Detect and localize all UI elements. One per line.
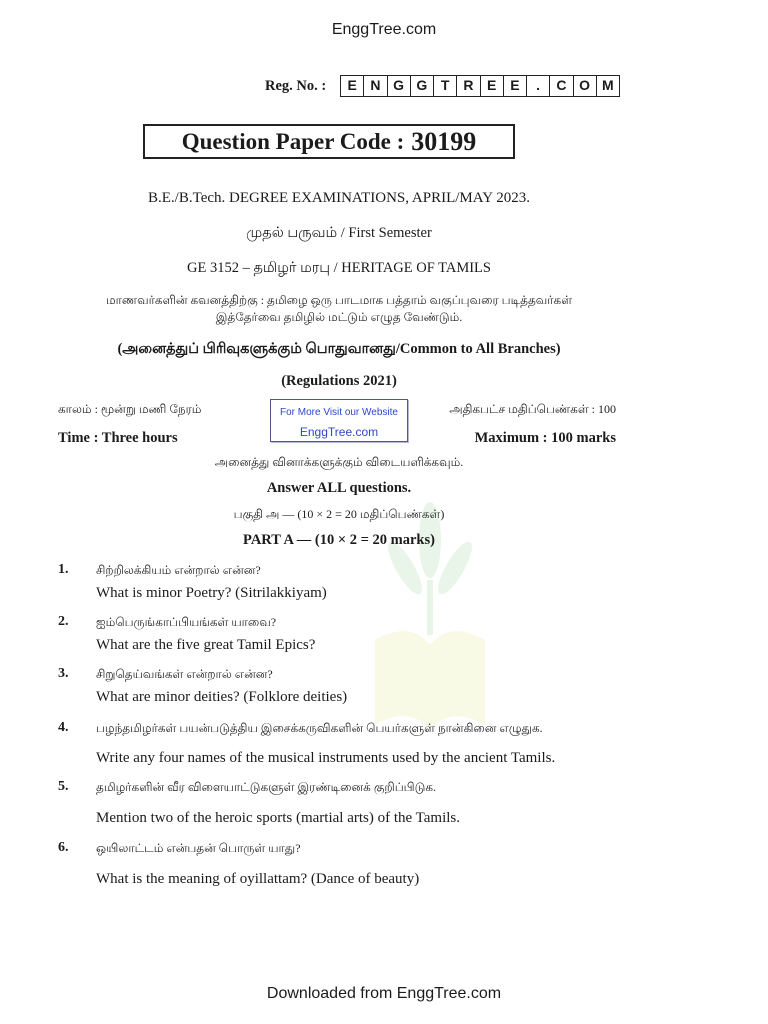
- part-a-heading-english: PART A — (10 × 2 = 20 marks): [243, 532, 435, 548]
- paper-code-label: Question Paper Code :: [181, 128, 405, 154]
- promo-link[interactable]: EnggTree.com: [299, 425, 379, 439]
- regulations: (Regulations 2021): [281, 373, 397, 389]
- semester: முதல் பருவம் / First Semester: [246, 225, 432, 241]
- question-tamil: தமிழர்களின் வீர விளையாட்டுகளுள் இரண்டினைக் குறிப்பிடுக.: [96, 780, 436, 794]
- reg-no-box: C: [550, 76, 573, 96]
- question-english: Write any four names of the musical instruments used by the ancient Tamils.: [96, 750, 556, 766]
- site-header: EnggTree.com: [331, 21, 437, 38]
- duration-tamil: காலம் : மூன்று மணி நேரம்: [58, 402, 202, 416]
- reg-no-label: Reg. No. :: [265, 78, 327, 94]
- question-paper-code-box: [143, 124, 515, 159]
- reg-no-box: R: [457, 76, 480, 96]
- tamil-note-line-2: இத்தேர்வை தமிழில் மட்டும் எழுத வேண்டும்.: [215, 310, 463, 324]
- question-english: What is the meaning of oyillattam? (Dance of beauty): [96, 871, 420, 887]
- reg-no-boxes: [340, 75, 620, 97]
- question-english: Mention two of the heroic sports (martial arts) of the Tamils.: [96, 810, 461, 826]
- question-number: 2.: [58, 614, 69, 629]
- exam-title: B.E./B.Tech. DEGREE EXAMINATIONS, APRIL/MAY 2023.: [147, 190, 530, 206]
- question-tamil: ஒயிலாட்டம் என்பதன் பொருள் யாது?: [96, 841, 301, 855]
- reg-no-box: .: [527, 76, 550, 96]
- reg-no-box: G: [411, 76, 434, 96]
- duration-english: Time : Three hours: [58, 430, 178, 446]
- watermark-stem: [427, 580, 433, 635]
- reg-no-box: N: [364, 76, 387, 96]
- max-marks-english: Maximum : 100 marks: [474, 430, 616, 446]
- watermark-book: [375, 631, 485, 730]
- max-marks-tamil: அதிகபட்ச மதிப்பெண்கள் : 100: [449, 402, 616, 416]
- question-number: 1.: [58, 562, 69, 577]
- course-title: GE 3152 – தமிழர் மரபு / HERITAGE OF TAMILS: [187, 260, 491, 276]
- reg-no-box: E: [481, 76, 504, 96]
- question-number: 6.: [58, 840, 69, 855]
- instructions-english: Answer ALL questions.: [266, 480, 412, 496]
- question-tamil: சிறுதெய்வங்கள் என்றால் என்ன?: [96, 667, 273, 681]
- question-number: 5.: [58, 779, 69, 794]
- question-english: What are the five great Tamil Epics?: [96, 637, 316, 653]
- paper-code-number: 30199: [411, 126, 477, 156]
- page-footer: Downloaded from EnggTree.com: [266, 985, 502, 1002]
- question-english: What are minor deities? (Folklore deities): [96, 689, 348, 705]
- part-a-heading-tamil: பகுதி அ — (10 × 2 = 20 மதிப்பெண்கள்): [233, 507, 445, 521]
- reg-no-box: E: [341, 76, 364, 96]
- question-tamil: ஐம்பெருங்காப்பியங்கள் யாவை?: [96, 615, 277, 629]
- question-english: What is minor Poetry? (Sitrilakkiyam): [96, 585, 327, 601]
- website-promo-box[interactable]: [270, 399, 408, 442]
- instructions-tamil: அனைத்து வினாக்களுக்கும் விடையளிக்கவும்.: [214, 455, 464, 469]
- reg-no-box: M: [602, 77, 614, 93]
- promo-text: For More Visit our Website: [279, 407, 398, 418]
- reg-no-box: O: [574, 76, 597, 96]
- question-tamil: பழந்தமிழர்கள் பயன்படுத்திய இசைக்கருவிகளின் பெயர்களுள் நான்கினை எழுதுக.: [96, 721, 543, 735]
- question-tamil: சிற்றிலக்கியம் என்றால் என்ன?: [96, 563, 261, 577]
- branches-note: (அனைத்துப் பிரிவுகளுக்கும் பொதுவானது/Common to All Branches): [117, 341, 561, 357]
- reg-no-box: G: [388, 76, 411, 96]
- tamil-note-line-1: மாணவர்களின் கவனத்திற்கு : தமிழை ஒரு பாடமாக பத்தாம் வகுப்புவரை படித்தவர்கள்: [105, 293, 573, 307]
- reg-no-box: T: [434, 76, 457, 96]
- question-number: 4.: [58, 720, 69, 735]
- question-number: 3.: [58, 666, 69, 681]
- reg-no-box: E: [504, 76, 527, 96]
